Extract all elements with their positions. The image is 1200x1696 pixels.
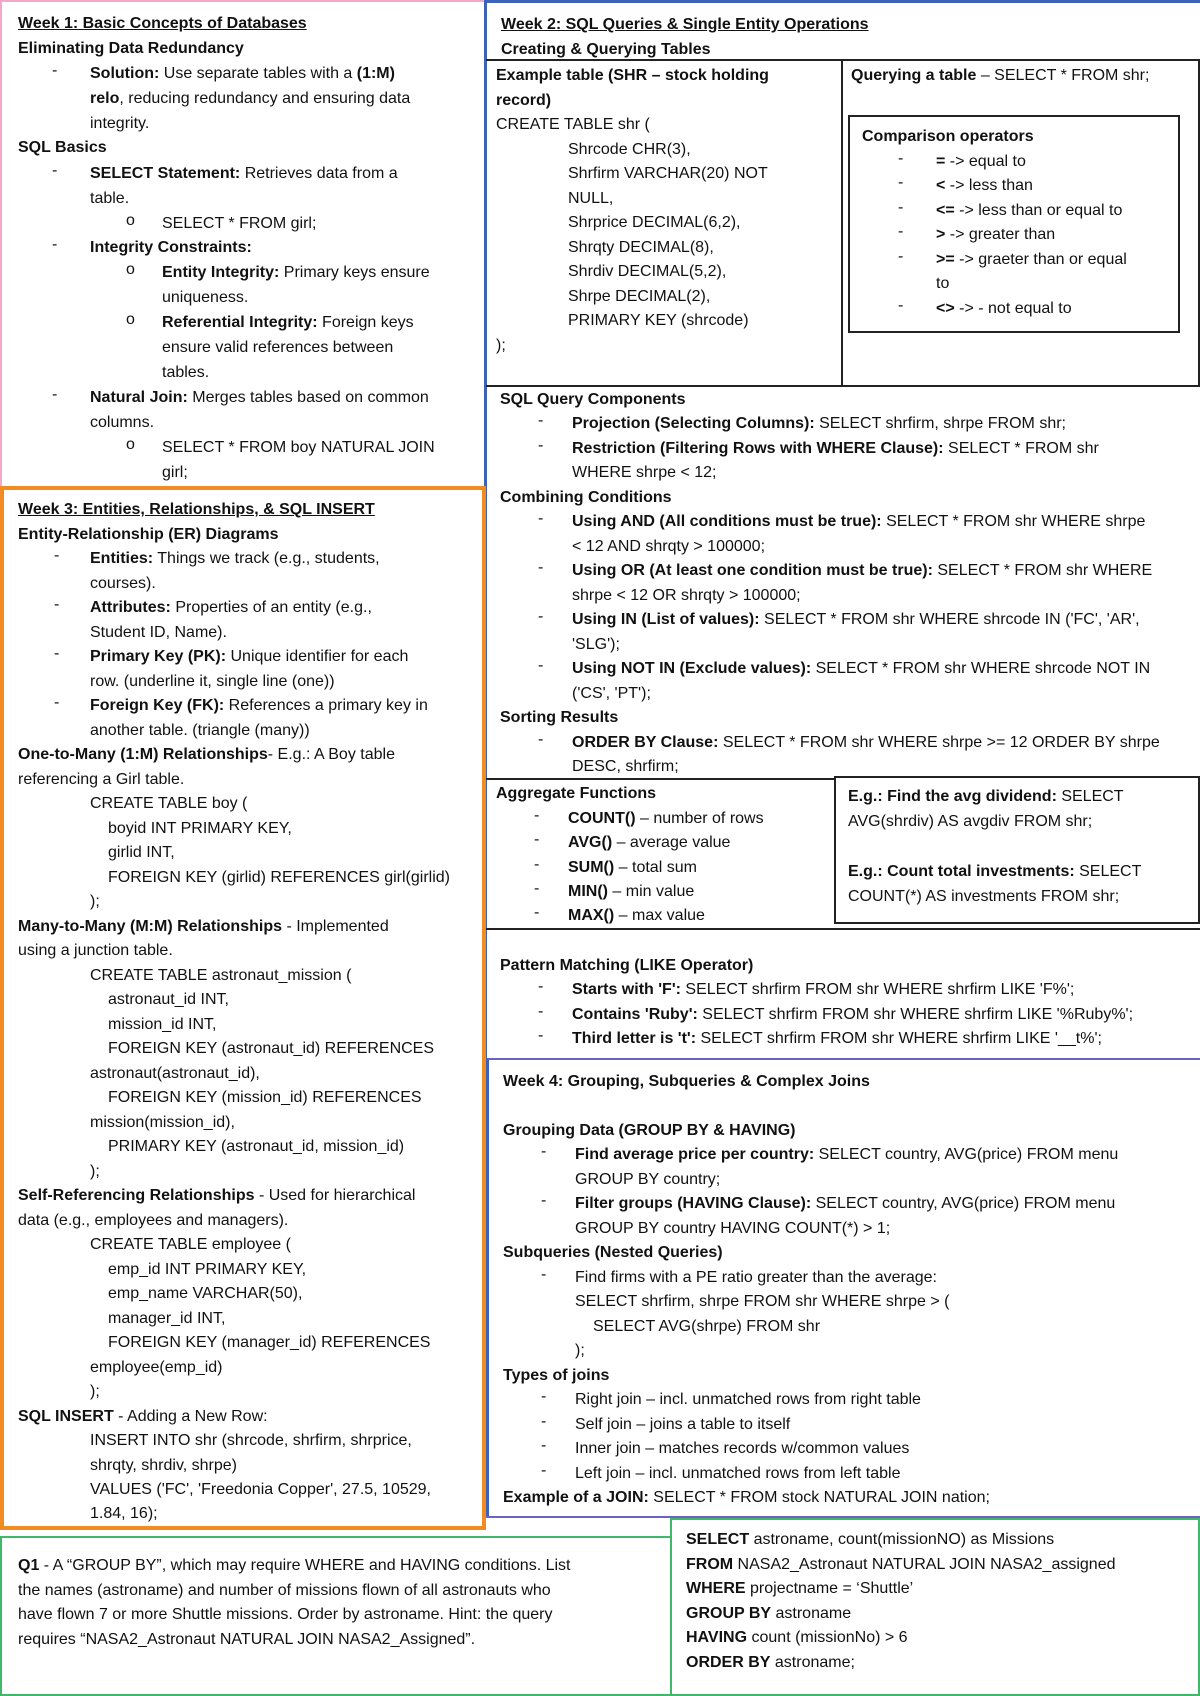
heading-combining: Combining Conditions	[500, 489, 672, 506]
query-line: Querying a table – SELECT * FROM shr;	[851, 67, 1150, 84]
bullet-dash: -	[898, 297, 904, 314]
natural-join-example2: girl;	[162, 464, 188, 481]
natural-join-line: Natural Join: Merges tables based on common	[90, 389, 429, 406]
subquery-line: );	[575, 1342, 585, 1359]
insert-sql-line: 1.84, 16);	[90, 1505, 158, 1522]
subquery-line: Find firms with a PE ratio greater than the average:	[575, 1269, 937, 1286]
create-line: Shrcode CHR(3),	[568, 141, 691, 158]
and-line2: < 12 AND shrqty > 100000;	[572, 538, 766, 555]
comparison-operators-box	[848, 115, 1180, 333]
bullet-dash: -	[898, 248, 904, 265]
in-line: Using IN (List of values): SELECT * FROM shr WHERE shrcode IN ('FC', 'AR',	[572, 611, 1140, 628]
bullet-dash: -	[541, 1437, 547, 1454]
week1-panel	[0, 0, 486, 488]
subquery-line: SELECT AVG(shrpe) FROM shr	[593, 1318, 821, 1335]
otm-line: One-to-Many (1:M) Relationships- E.g.: A Boy table	[18, 746, 395, 763]
self-ref-line2: data (e.g., employees and managers).	[18, 1212, 289, 1229]
avg-example-line: E.g.: Find the avg dividend: SELECT	[848, 788, 1124, 805]
comparison-item: = -> equal to	[936, 153, 1026, 170]
emp-line: emp_name VARCHAR(50),	[108, 1285, 303, 1302]
join-example-line: Example of a JOIN: SELECT * FROM stock NATURAL JOIN nation;	[503, 1489, 990, 1506]
avg-example-line2: AVG(shrdiv) AS avgdiv FROM shr;	[848, 813, 1093, 830]
aggregate-item: MIN() – min value	[568, 883, 695, 900]
astro-line: astronaut(astronaut_id),	[90, 1065, 260, 1082]
bullet-dash: -	[534, 880, 540, 897]
bullet-dash: -	[534, 856, 540, 873]
emp-line: FOREIGN KEY (manager_id) REFERENCES	[108, 1334, 431, 1351]
bullet-dash: -	[52, 162, 58, 179]
heading-joins: Types of joins	[503, 1367, 610, 1384]
mtm-line: Many-to-Many (M:M) Relationships - Implemented	[18, 918, 389, 935]
create-line: Shrfirm VARCHAR(20) NOT	[568, 165, 768, 182]
bullet-dash: -	[541, 1462, 547, 1479]
question-panel	[0, 1536, 672, 1696]
bullet-dash: -	[538, 978, 544, 995]
astro-line: mission_id INT,	[108, 1016, 217, 1033]
pk-line: Primary Key (PK): Unique identifier for each	[90, 648, 409, 665]
create-table-cell	[486, 59, 843, 387]
entity-integrity-line: Entity Integrity: Primary keys ensure	[162, 264, 430, 281]
answer-line: WHERE projectname = ‘Shuttle’	[686, 1580, 914, 1597]
comparison-item: to	[936, 275, 950, 292]
solution-line: Solution: Use separate tables with a (1:M)	[90, 65, 395, 82]
heading-sql-basics: SQL Basics	[18, 139, 107, 156]
bullet-dash: -	[541, 1192, 547, 1209]
join-item: Inner join – matches records w/common values	[575, 1440, 910, 1457]
insert-sql-line: INSERT INTO shr (shrcode, shrfirm, shrprice,	[90, 1432, 412, 1449]
bullet-dash: -	[538, 412, 544, 429]
order-line2: DESC, shrfirm;	[572, 758, 679, 775]
comparison-title: Comparison operators	[862, 128, 1034, 145]
example-table-label2: record)	[496, 92, 552, 109]
bullet-dash: -	[54, 645, 60, 662]
fk-line: Foreign Key (FK): References a primary key in	[90, 697, 428, 714]
bullet-dash: -	[52, 386, 58, 403]
self-ref-line: Self-Referencing Relationships - Used for hierarchical	[18, 1187, 416, 1204]
having-line2: GROUP BY country HAVING COUNT(*) > 1;	[575, 1220, 891, 1237]
ref-integrity-line: Referential Integrity: Foreign keys	[162, 314, 414, 331]
join-item: Right join – incl. unmatched rows from right table	[575, 1391, 921, 1408]
heading-redundancy: Eliminating Data Redundancy	[18, 40, 244, 57]
avg-price-line: Find average price per country: SELECT country, AVG(price) FROM menu	[575, 1146, 1119, 1163]
bullet-dash: -	[898, 174, 904, 191]
entities-line2: courses).	[90, 575, 156, 592]
comparison-item: < -> less than	[936, 177, 1033, 194]
query-components-section	[486, 388, 1200, 776]
create-line: NULL,	[568, 190, 614, 207]
bullet-dash: -	[54, 694, 60, 711]
count-example-line2: COUNT(*) AS investments FROM shr;	[848, 888, 1120, 905]
create-line: );	[496, 337, 506, 354]
bullet-o: o	[126, 436, 135, 453]
subquery-line: SELECT shrfirm, shrpe FROM shr WHERE shrpe > (	[575, 1293, 950, 1310]
select-line2: table.	[90, 190, 130, 207]
insert-line: SQL INSERT - Adding a New Row:	[18, 1408, 268, 1425]
aggregate-examples-box	[834, 776, 1200, 924]
entities-line: Entities: Things we track (e.g., students,	[90, 550, 380, 567]
emp-line: );	[90, 1383, 100, 1400]
aggregate-item: SUM() – total sum	[568, 859, 697, 876]
question-line: Q1 - A “GROUP BY”, which may require WHERE and HAVING conditions. List	[18, 1557, 571, 1574]
answer-panel	[670, 1518, 1200, 1696]
comparison-item: <> -> - not equal to	[936, 300, 1072, 317]
aggregate-item: COUNT() – number of rows	[568, 810, 764, 827]
solution-line3: integrity.	[90, 115, 150, 132]
bullet-dash: -	[538, 657, 544, 674]
like-section	[486, 945, 1200, 1055]
create-line: Shrprice DECIMAL(6,2),	[568, 214, 741, 231]
bullet-dash: -	[534, 904, 540, 921]
and-line: Using AND (All conditions must be true): SELECT * FROM shr WHERE shrpe	[572, 513, 1146, 530]
comparison-item: <= -> less than or equal to	[936, 202, 1123, 219]
projection-line: Projection (Selecting Columns): SELECT shrfirm, shrpe FROM shr;	[572, 415, 1066, 432]
attributes-line2: Student ID, Name).	[90, 624, 227, 641]
or-line2: shrpe < 12 OR shrqty > 100000;	[572, 587, 801, 604]
mtm-line2: using a junction table.	[18, 942, 173, 959]
count-example-line: E.g.: Count total investments: SELECT	[848, 863, 1142, 880]
heading-er: Entity-Relationship (ER) Diagrams	[18, 526, 279, 543]
heading-components: SQL Query Components	[500, 391, 686, 408]
answer-line: GROUP BY astroname	[686, 1605, 852, 1622]
entity-integrity-line2: uniqueness.	[162, 289, 249, 306]
heading-aggregate: Aggregate Functions	[496, 785, 657, 802]
emp-line: employee(emp_id)	[90, 1359, 223, 1376]
boy-line: CREATE TABLE boy (	[90, 795, 248, 812]
boy-line: FOREIGN KEY (girlid) REFERENCES girl(girlid)	[108, 869, 450, 886]
bullet-dash: -	[541, 1413, 547, 1430]
heading-grouping: Grouping Data (GROUP BY & HAVING)	[503, 1122, 796, 1139]
create-line: Shrqty DECIMAL(8),	[568, 239, 714, 256]
bullet-dash: -	[534, 831, 540, 848]
having-line: Filter groups (HAVING Clause): SELECT country, AVG(price) FROM menu	[575, 1195, 1116, 1212]
astro-line: PRIMARY KEY (astronaut_id, mission_id)	[108, 1138, 405, 1155]
restriction-line2: WHERE shrpe < 12;	[572, 464, 717, 481]
astro-line: FOREIGN KEY (mission_id) REFERENCES	[108, 1089, 422, 1106]
insert-sql-line: shrqty, shrdiv, shrpe)	[90, 1457, 238, 1474]
ref-integrity-line2: ensure valid references between	[162, 339, 394, 356]
bullet-dash: -	[52, 236, 58, 253]
answer-line: SELECT astroname, count(missionNO) as Missions	[686, 1531, 1055, 1548]
or-line: Using OR (At least one condition must be true): SELECT * FROM shr WHERE	[572, 562, 1153, 579]
join-item: Left join – incl. unmatched rows from left table	[575, 1465, 901, 1482]
natural-join-example: SELECT * FROM boy NATURAL JOIN	[162, 439, 435, 456]
create-line: CREATE TABLE shr (	[496, 116, 650, 133]
bullet-dash: -	[538, 437, 544, 454]
bullet-dash: -	[538, 1027, 544, 1044]
astro-line: astronaut_id INT,	[108, 991, 229, 1008]
attributes-line: Attributes: Properties of an entity (e.g.,	[90, 599, 372, 616]
bullet-o: o	[126, 261, 135, 278]
solution-line2: relo, reducing redundancy and ensuring data	[90, 90, 411, 107]
answer-line: HAVING count (missionNo) > 6	[686, 1629, 908, 1646]
like-item: Starts with 'F': SELECT shrfirm FROM shr WHERE shrfirm LIKE 'F%';	[572, 981, 1075, 998]
astro-line: mission(mission_id),	[90, 1114, 235, 1131]
select-example: SELECT * FROM girl;	[162, 215, 317, 232]
pk-line2: row. (underline it, single line (one))	[90, 673, 335, 690]
emp-line: emp_id INT PRIMARY KEY,	[108, 1261, 307, 1278]
like-item: Third letter is 't': SELECT shrfirm FROM shr WHERE shrfirm LIKE '__t%';	[572, 1030, 1102, 1047]
bullet-dash: -	[534, 807, 540, 824]
answer-line: ORDER BY astroname;	[686, 1654, 855, 1671]
week4-panel	[486, 1058, 1200, 1518]
join-item: Self join – joins a table to itself	[575, 1416, 791, 1433]
bullet-dash: -	[538, 731, 544, 748]
notin-line2: ('CS', 'PT');	[572, 685, 651, 702]
comparison-item: > -> greater than	[936, 226, 1056, 243]
bullet-dash: -	[898, 150, 904, 167]
heading-creating: Creating & Querying Tables	[501, 41, 711, 58]
question-line: the names (astroname) and number of missions flown of all astronauts who	[18, 1582, 551, 1599]
insert-sql-line: VALUES ('FC', 'Freedonia Copper', 27.5, 10529,	[90, 1481, 431, 1498]
week3-panel	[0, 486, 486, 1530]
fk-line2: another table. (triangle (many))	[90, 722, 310, 739]
emp-line: manager_id INT,	[108, 1310, 226, 1327]
bullet-dash: -	[52, 62, 58, 79]
week1-title: Week 1: Basic Concepts of Databases	[18, 15, 307, 32]
comparison-item: >= -> graeter than or equal	[936, 251, 1127, 268]
bullet-dash: -	[538, 510, 544, 527]
bullet-dash: -	[541, 1143, 547, 1160]
create-line: Shrpe DECIMAL(2),	[568, 288, 711, 305]
notin-line: Using NOT IN (Exclude values): SELECT * FROM shr WHERE shrcode NOT IN	[572, 660, 1151, 677]
create-line: Shrdiv DECIMAL(5,2),	[568, 263, 727, 280]
boy-line: girlid INT,	[108, 844, 175, 861]
bullet-dash: -	[54, 547, 60, 564]
like-item: Contains 'Ruby': SELECT shrfirm FROM shr WHERE shrfirm LIKE '%Ruby%';	[572, 1006, 1134, 1023]
bullet-dash: -	[898, 223, 904, 240]
natural-join-line2: columns.	[90, 414, 155, 431]
answer-line: FROM NASA2_Astronaut NATURAL JOIN NASA2_assigned	[686, 1556, 1116, 1573]
bullet-o: o	[126, 311, 135, 328]
bullet-dash: -	[538, 608, 544, 625]
question-line: have flown 7 or more Shuttle missions. Order by astroname. Hint: the query	[18, 1606, 553, 1623]
otm-line2: referencing a Girl table.	[18, 771, 185, 788]
question-line: requires “NASA2_Astronaut NATURAL JOIN NASA2_Assigned”.	[18, 1631, 476, 1648]
heading-sorting: Sorting Results	[500, 709, 619, 726]
example-table-label: Example table (SHR – stock holding	[496, 67, 769, 84]
bullet-dash: -	[541, 1266, 547, 1283]
bullet-o: o	[126, 212, 135, 229]
boy-line: boyid INT PRIMARY KEY,	[108, 820, 292, 837]
astro-line: );	[90, 1163, 100, 1180]
week4-title: Week 4: Grouping, Subqueries & Complex Joins	[503, 1073, 870, 1090]
order-line: ORDER BY Clause: SELECT * FROM shr WHERE shrpe >= 12 ORDER BY shrpe	[572, 734, 1160, 751]
week3-title: Week 3: Entities, Relationships, & SQL INSERT	[18, 501, 375, 518]
bullet-dash: -	[541, 1388, 547, 1405]
bullet-dash: -	[538, 1003, 544, 1020]
avg-price-line2: GROUP BY country;	[575, 1171, 721, 1188]
emp-line: CREATE TABLE employee (	[90, 1236, 291, 1253]
select-line: SELECT Statement: Retrieves data from a	[90, 165, 398, 182]
create-line: PRIMARY KEY (shrcode)	[568, 312, 749, 329]
in-line2: 'SLG');	[572, 636, 620, 653]
restriction-line: Restriction (Filtering Rows with WHERE Clause): SELECT * FROM shr	[572, 440, 1099, 457]
boy-line: );	[90, 893, 100, 910]
astro-line: FOREIGN KEY (astronaut_id) REFERENCES	[108, 1040, 435, 1057]
bullet-dash: -	[54, 596, 60, 613]
heading-subqueries: Subqueries (Nested Queries)	[503, 1244, 723, 1261]
aggregate-item: AVG() – average value	[568, 834, 731, 851]
week2-title: Week 2: SQL Queries & Single Entity Operations	[501, 16, 869, 33]
aggregate-item: MAX() – max value	[568, 907, 705, 924]
bullet-dash: -	[898, 199, 904, 216]
astro-line: CREATE TABLE astronaut_mission (	[90, 967, 352, 984]
integrity-heading: Integrity Constraints:	[90, 239, 252, 256]
heading-like: Pattern Matching (LIKE Operator)	[500, 957, 754, 974]
ref-integrity-line3: tables.	[162, 364, 210, 381]
bullet-dash: -	[538, 559, 544, 576]
